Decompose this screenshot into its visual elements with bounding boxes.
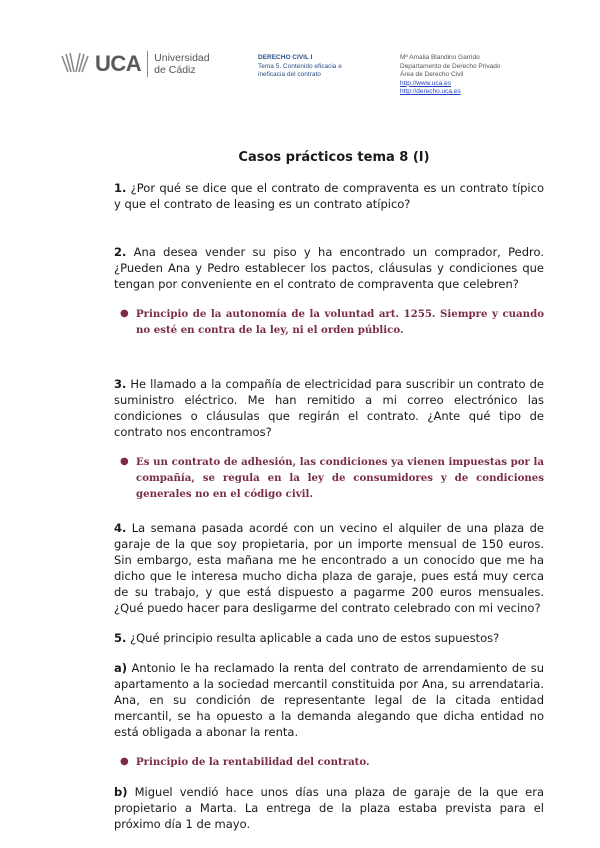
question-4: 4. La semana pasada acordé con un vecino el alquiler de una plaza de garaje de la que soy propietaria, por un importe mensual de 150 euros. Sin embargo, esta mañana me he encontrado a un conocido que me ha dicho que le interesa mucho dicha plaza de garaje, pues está muy cerca de su trabajo, y que está dispuesto a pagarme 200 euros mensuales. ¿Qué puedo hacer para desligarme del contrato celebrado con mi vecino? bbox=[114, 521, 544, 615]
question-5a: a) Antonio le ha reclamado la renta del contrato de arrendamiento de su apartamento a la sociedad mercantil constituida por Ana, su arrendataria. Ana, en su condición de representante legal de la citada entidad mercantil, se ha opuesto a la demanda alegando que dicha entidad no está obligada a abonar la renta. bbox=[114, 661, 544, 739]
answer-2: ● Principio de la autonomía de la voluntad art. 1255. Siempre y cuando no esté en contra de la ley, ni el orden público. bbox=[120, 308, 544, 336]
question-5b: b) Miguel vendió hace unos días una plaza de garaje de la que era propietario a Marta. La entrega de la plaza estaba prevista para el próximo día 1 de mayo. bbox=[114, 785, 544, 831]
logo-university-name: Universidad de Cádiz bbox=[154, 52, 210, 76]
laurel-icon bbox=[58, 50, 92, 78]
link-uca[interactable]: http://www.uca.es bbox=[400, 79, 451, 87]
answer-5a: ● Principio de la rentabilidad del contrato. bbox=[120, 756, 370, 768]
university-logo bbox=[58, 50, 210, 78]
logo-divider bbox=[147, 51, 148, 77]
bullet-icon: ● bbox=[120, 456, 129, 467]
question-1: 1. ¿Por qué se dice que el contrato de compraventa es un contrato típico y que el contrato de leasing es un contrato atípico? bbox=[114, 181, 544, 211]
document-body bbox=[114, 150, 544, 846]
page-header bbox=[58, 50, 558, 105]
author-info: Mª Amalia Blandino Garrido Departamento de Derecho Privado Área de Derecho Civil http://www.uca.es http://derecho.uca.es bbox=[400, 54, 501, 95]
question-2: 2. Ana desea vender su piso y ha encontrado un comprador, Pedro. ¿Pueden Ana y Pedro establecer los pactos, cláusulas y condiciones que tengan por conveniente en el contrato de compraventa que celebren? bbox=[114, 245, 544, 291]
course-info: DERECHO CIVIL I Tema 5. Contenido eficacia e ineficacia del contrato bbox=[258, 54, 342, 78]
question-5: 5. ¿Qué principio resulta aplicable a cada uno de estos supuestos? bbox=[114, 631, 500, 645]
bullet-icon: ● bbox=[120, 756, 129, 767]
answer-3: ● Es un contrato de adhesión, las condiciones ya vienen impuestas por la compañía, se regula en la ley de consumidores y de condiciones generales no en el código civil. bbox=[120, 456, 544, 500]
link-derecho[interactable]: http://derecho.uca.es bbox=[400, 88, 461, 95]
page-title: Casos prácticos tema 8 (I) bbox=[238, 150, 430, 165]
question-3: 3. He llamado a la compañía de electricidad para suscribir un contrato de suministro eléctrico. Me han remitido a mi correo electrónico las condiciones o cláusulas que regirán el contrato. ¿Ante qué tipo de contrato nos encontramos? bbox=[114, 377, 544, 439]
logo-wordmark: UCA bbox=[95, 51, 142, 76]
bullet-icon: ● bbox=[120, 308, 129, 319]
